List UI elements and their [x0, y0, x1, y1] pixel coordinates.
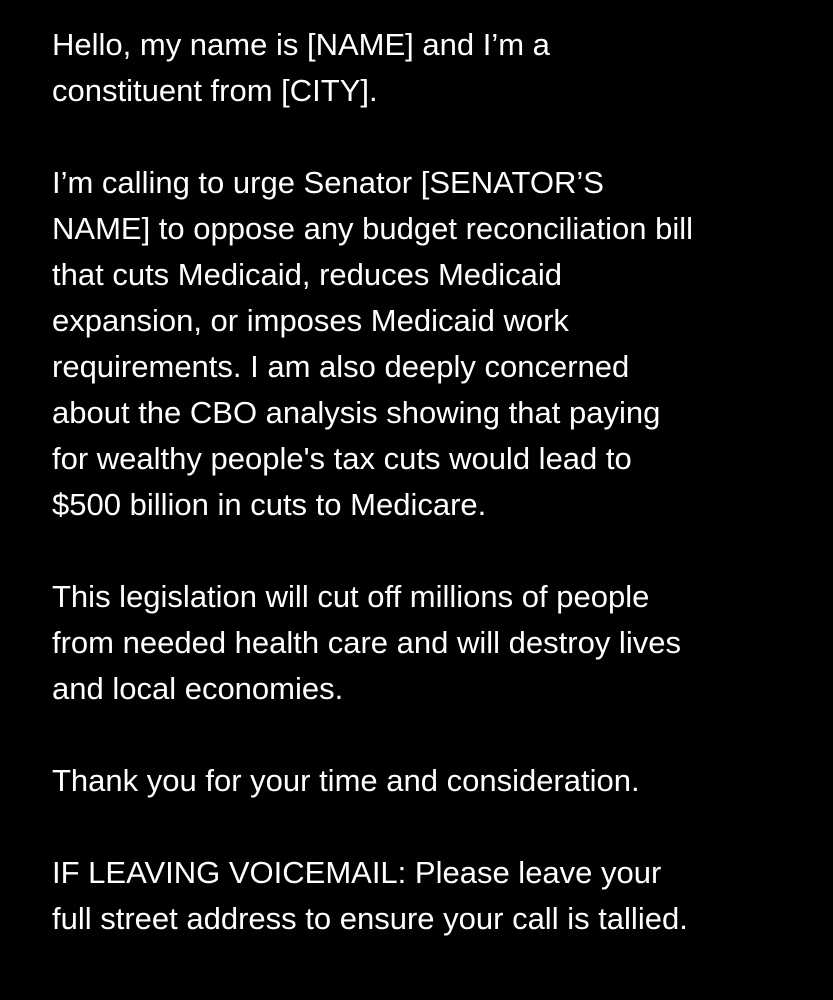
text-line: about the CBO analysis showing that paying [52, 395, 661, 430]
text-line: $500 billion in cuts to Medicare. [52, 487, 487, 522]
text-line: IF LEAVING VOICEMAIL: Please leave your [52, 855, 662, 890]
text-line: that cuts Medicaid, reduces Medicaid [52, 257, 563, 292]
text-line: constituent from [CITY]. [52, 73, 378, 108]
text-line: This legislation will cut off millions of people [52, 579, 650, 614]
ask-paragraph [52, 160, 812, 528]
text-line: Hello, my name is [NAME] and I’m a [52, 27, 550, 62]
greeting-paragraph [52, 22, 812, 114]
text-line: for wealthy people's tax cuts would lead to [52, 441, 632, 476]
impact-paragraph [52, 574, 812, 712]
text-line: Thank you for your time and consideration. [52, 763, 640, 798]
text-line: requirements. I am also deeply concerned [52, 349, 630, 384]
text-line: from needed health care and will destroy lives [52, 625, 681, 660]
text-line: expansion, or imposes Medicaid work [52, 303, 569, 338]
text-line: NAME] to oppose any budget reconciliation bill [52, 211, 694, 246]
text-line: and local economies. [52, 671, 344, 706]
call-script [52, 22, 812, 942]
voicemail-paragraph [52, 850, 812, 942]
text-line: full street address to ensure your call is tallied. [52, 901, 688, 936]
thanks-paragraph [52, 758, 812, 804]
text-line: I’m calling to urge Senator [SENATOR’S [52, 165, 604, 200]
